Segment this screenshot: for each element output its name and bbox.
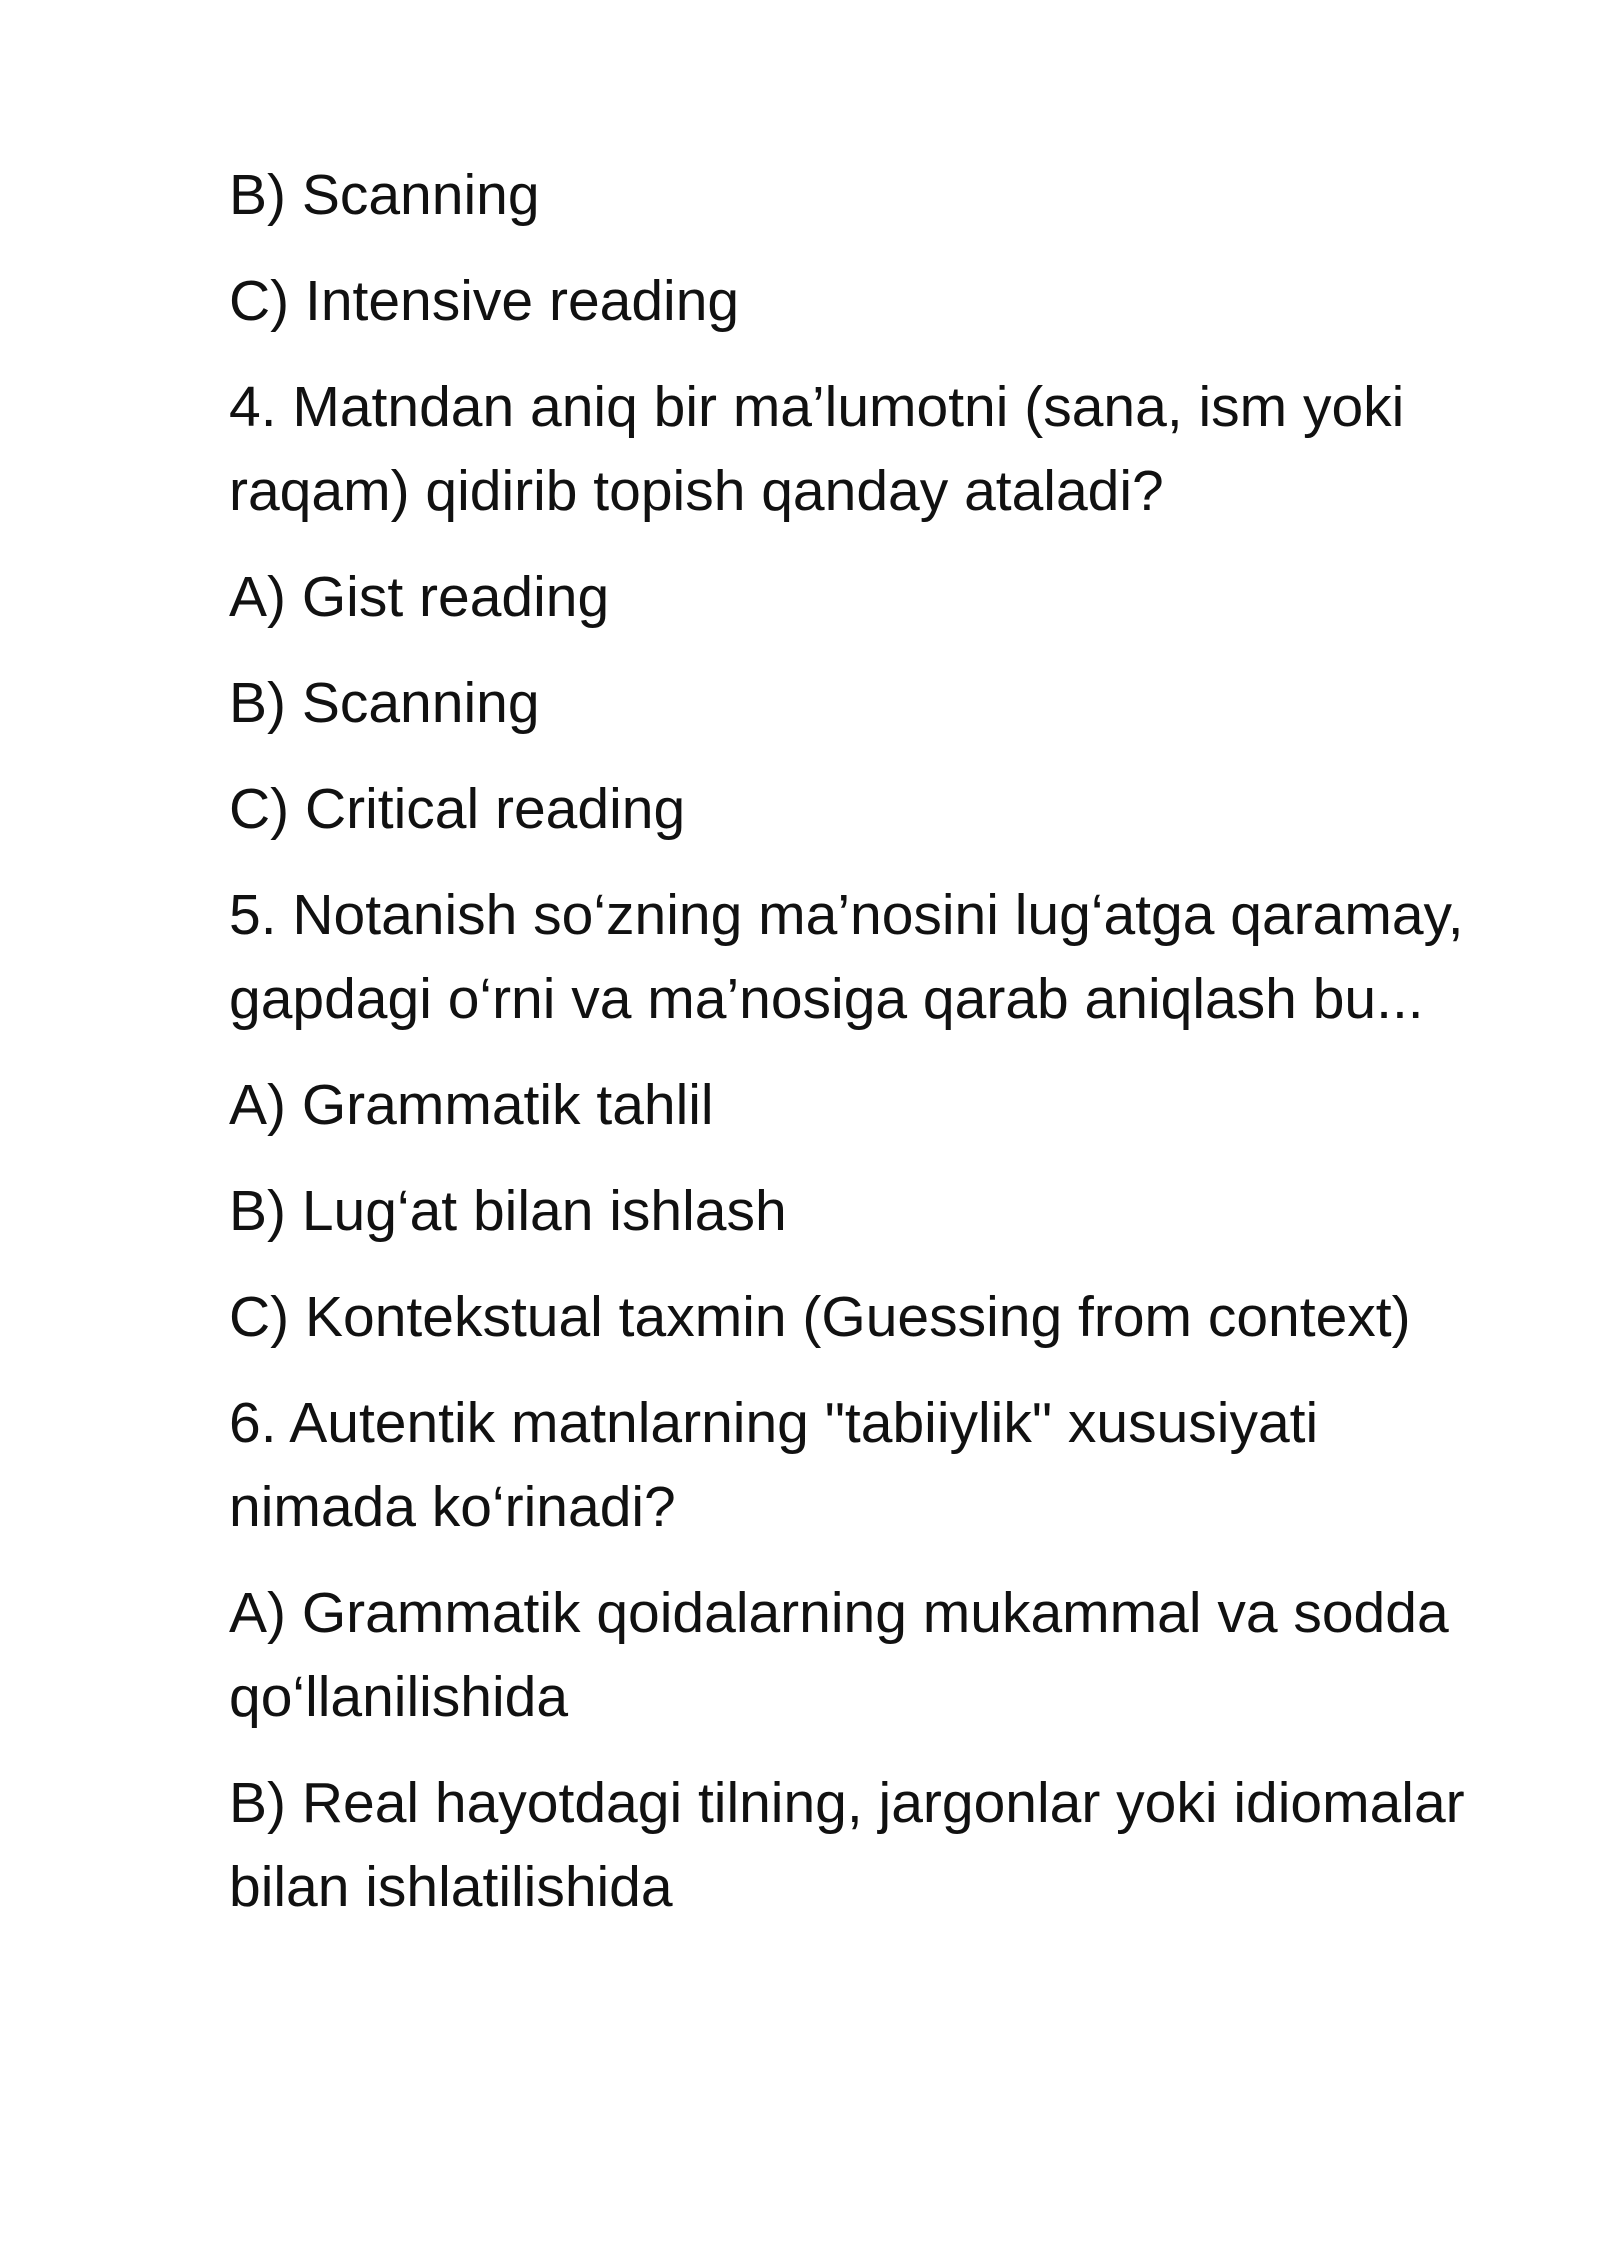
question-4-option-a: A) Gist reading <box>229 565 610 629</box>
question-5: 5. Notanish so‘zning ma’nosini lug‘atga qaramay, gapdagi o‘rni va ma’nosiga qarab aniqlash bu... <box>229 883 1464 1031</box>
document-body <box>229 153 1489 1951</box>
question-5-option-b: B) Lug‘at bilan ishlash <box>229 1179 787 1243</box>
question-4-option-c: C) Critical reading <box>229 777 686 841</box>
option-b-scanning: B) Scanning <box>229 163 540 227</box>
question-5-option-a: A) Grammatik tahlil <box>229 1073 714 1137</box>
question-5-option-c: C) Kontekstual taxmin (Guessing from context) <box>229 1285 1411 1349</box>
question-4: 4. Matndan aniq bir ma’lumotni (sana, ism yoki raqam) qidirib topish qanday ataladi? <box>229 375 1405 523</box>
question-6-option-a: A) Grammatik qoidalarning mukammal va sodda qo‘llanilishida <box>229 1581 1449 1729</box>
question-4-option-b: B) Scanning <box>229 671 540 735</box>
option-c-intensive-reading: C) Intensive reading <box>229 269 740 333</box>
question-6: 6. Autentik matnlarning "tabiiylik" xususiyati nimada ko‘rinadi? <box>229 1391 1319 1539</box>
question-6-option-b: B) Real hayotdagi tilning, jargonlar yoki idiomalar bilan ishlatilishida <box>229 1771 1465 1919</box>
